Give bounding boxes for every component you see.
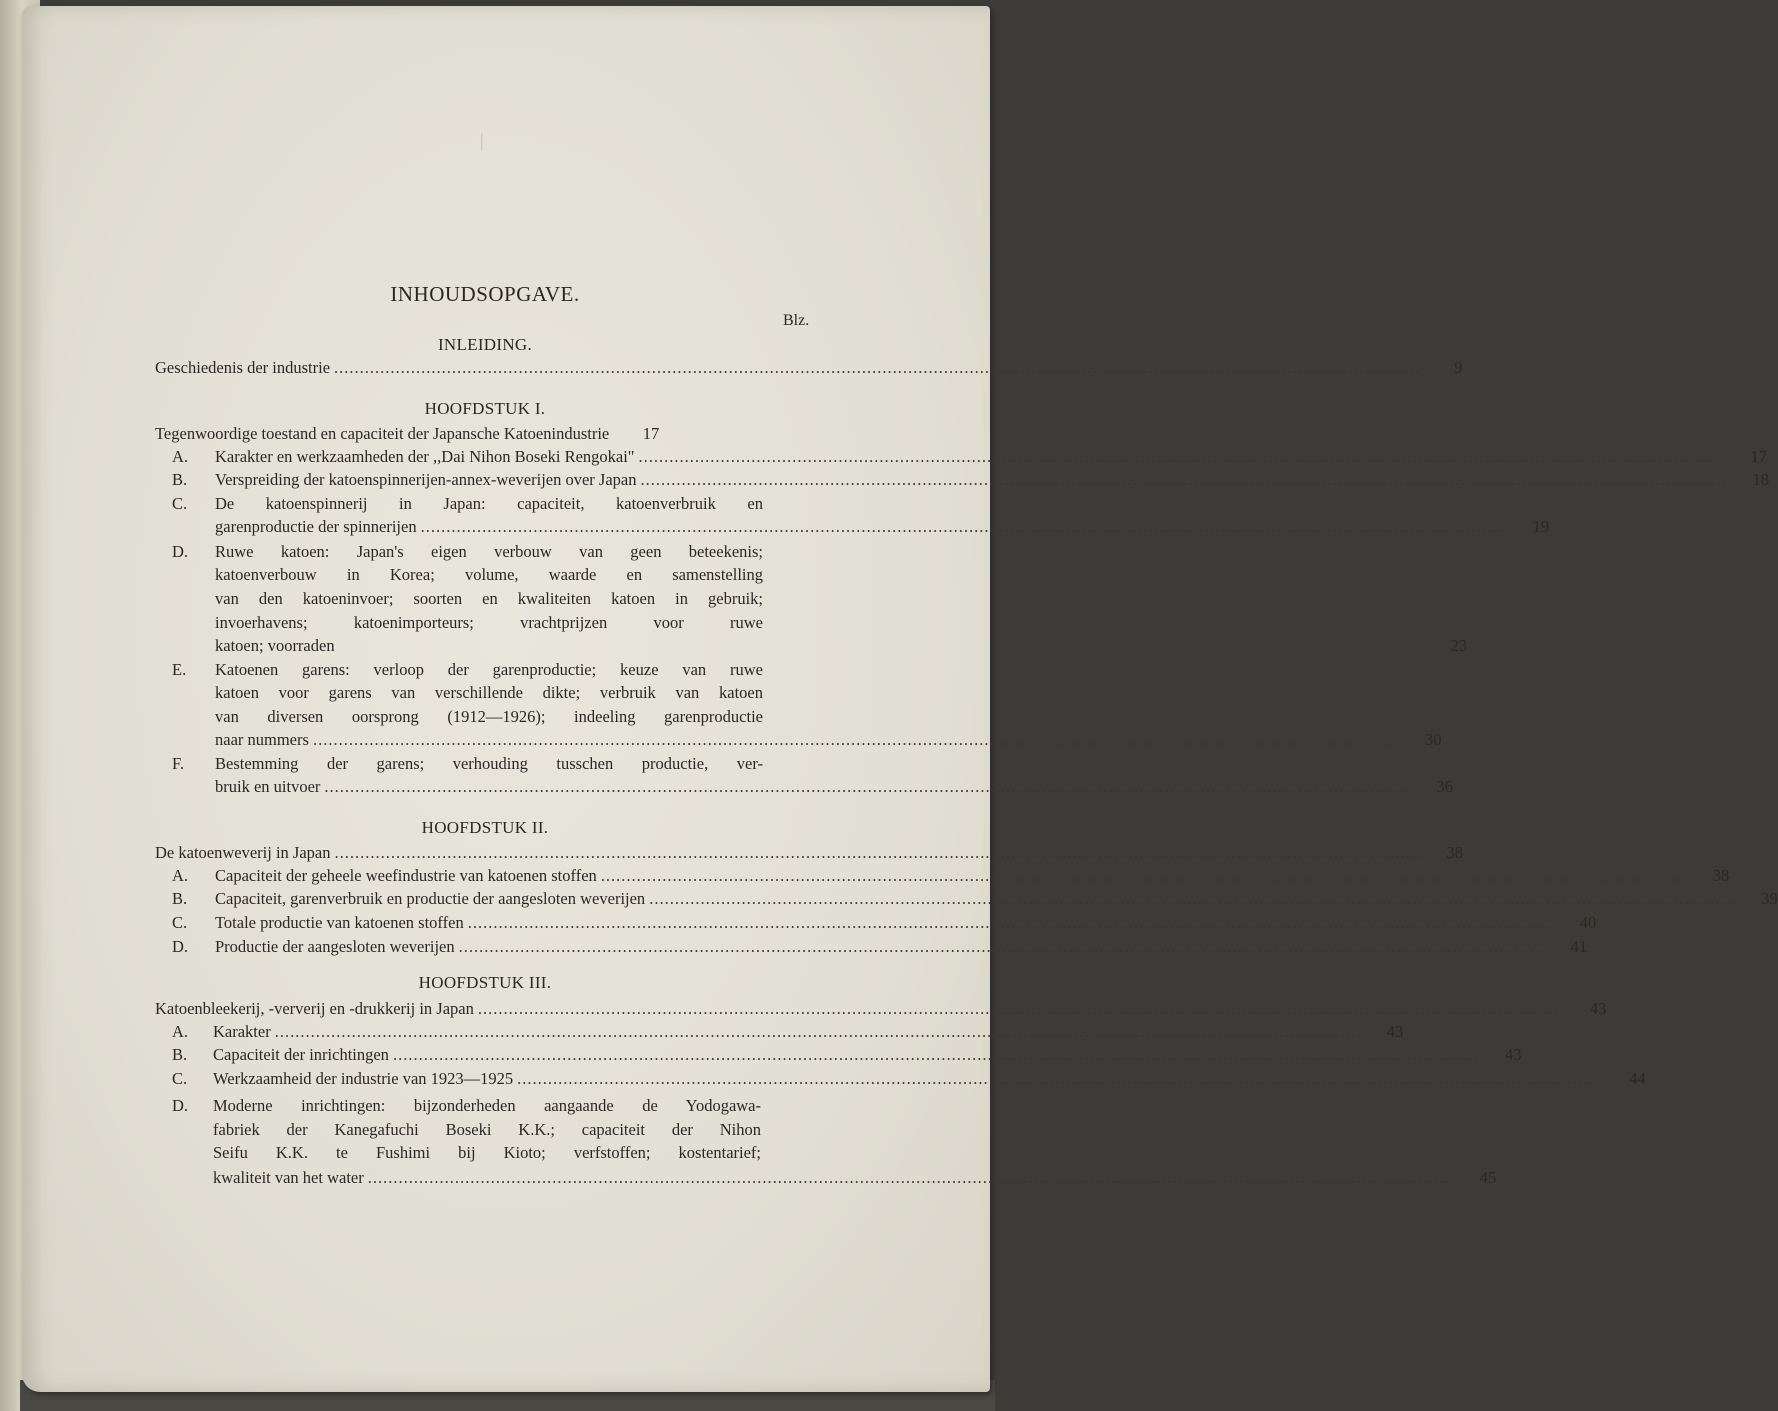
toc-subentry-line: De katoenspinnerij in Japan: capaciteit, katoenverbruik en bbox=[215, 494, 763, 513]
toc-subentry: Verspreiding der katoenspinnerijen-annex-weverijen over Japan ..... 18 bbox=[215, 469, 815, 491]
toc-subentry-line: Ruwe katoen: Japan's eigen verbouw van geen beteekenis; bbox=[215, 542, 763, 561]
page-number: 19 bbox=[1532, 517, 1550, 536]
toc-subentry: katoen; voorraden 23 bbox=[215, 636, 1468, 655]
item-letter: F. bbox=[172, 754, 184, 773]
item-letter: B. bbox=[172, 889, 188, 908]
page-number: 38 bbox=[1446, 843, 1463, 862]
toc-subentry: naar nummers ..... 30 bbox=[215, 729, 815, 751]
toc-subentry-line: fabriek der Kanegafuchi Boseki K.K.; capaciteit der Nihon bbox=[213, 1120, 761, 1139]
item-letter: D. bbox=[172, 542, 189, 561]
page-number: 40 bbox=[1579, 913, 1597, 932]
toc-subentry-line: invoerhavens; katoenimporteurs; vrachtprijzen voor ruwe bbox=[215, 613, 763, 632]
page-number: 36 bbox=[1436, 777, 1453, 796]
page-number: 44 bbox=[1629, 1069, 1646, 1088]
toc-subentry-line: van diversen oorsprong (1912—1926); indeeling garenproductie bbox=[215, 707, 763, 726]
toc-subentry: Werkzaamheid der industrie van 1923—1925 ..... 44 bbox=[213, 1068, 813, 1090]
toc-subentry-line: Moderne inrichtingen: bijzonderheden aangaande de Yodogawa- bbox=[213, 1096, 761, 1115]
item-letter: A. bbox=[172, 1022, 189, 1041]
toc-subentry-line: katoenverbouw in Korea; volume, waarde en samenstelling bbox=[215, 565, 763, 584]
toc-subentry-line: van den katoeninvoer; soorten en kwaliteiten katoen in gebruik; bbox=[215, 589, 763, 608]
page-number: 41 bbox=[1570, 937, 1588, 956]
item-letter: B. bbox=[172, 1045, 188, 1064]
section-heading-h2: HOOFDSTUK II. bbox=[421, 818, 549, 837]
section-heading-h3: HOOFDSTUK III. bbox=[418, 973, 552, 992]
item-letter: C. bbox=[172, 913, 188, 932]
page-number: 39 bbox=[1761, 889, 1778, 908]
item-letter: C. bbox=[172, 494, 188, 513]
toc-subentry: Capaciteit, garenverbruik en productie der aangesloten weverijen ..... 39 bbox=[215, 888, 815, 910]
toc-subentry-line: Bestemming der garens; verhouding tusschen productie, ver- bbox=[215, 754, 763, 773]
toc-subentry: kwaliteit van het water ..... 45 bbox=[213, 1167, 813, 1189]
page-number: 23 bbox=[1450, 636, 1468, 655]
item-letter: A. bbox=[172, 447, 189, 466]
toc-subentry-line: Seifu K.K. te Fushimi bij Kioto; verfstoffen; kostentarief; bbox=[213, 1143, 761, 1162]
section-heading-h1: HOOFDSTUK I. bbox=[424, 399, 546, 418]
page-number: 43 bbox=[1386, 1022, 1404, 1041]
toc-subentry: Productie der aangesloten weverijen ..... 41 bbox=[215, 936, 815, 958]
item-letter: E. bbox=[172, 660, 187, 679]
toc-subentry: Capaciteit der geheele weefindustrie van katoenen stoffen ..... 38 bbox=[215, 865, 815, 887]
toc-subentry-line: katoen voor garens van verschillende dikte; verbruik van katoen bbox=[215, 683, 763, 702]
page-number: 43 bbox=[1504, 1045, 1522, 1064]
page-number: 45 bbox=[1479, 1168, 1497, 1187]
page-number: 17 bbox=[642, 424, 660, 443]
page-number: 30 bbox=[1424, 730, 1442, 749]
toc-subentry-line: Katoenen garens: verloop der garenproductie; keuze van ruwe bbox=[215, 660, 763, 679]
item-letter: C. bbox=[172, 1069, 188, 1088]
page-number: 18 bbox=[1752, 470, 1769, 489]
toc-subentry: Totale productie van katoenen stoffen ..... 40 bbox=[215, 912, 815, 934]
toc-subentry: garenproductie der spinnerijen ..... 19 bbox=[215, 516, 815, 538]
toc-entry: Geschiedenis der industrie ..... 9 bbox=[155, 357, 815, 379]
section-heading-inleiding: INLEIDING. bbox=[437, 335, 533, 354]
page-number: 17 bbox=[1750, 447, 1768, 466]
page-number: 43 bbox=[1589, 999, 1607, 1018]
toc-subentry: Karakter ..... 43 bbox=[213, 1021, 813, 1043]
item-letter: D. bbox=[172, 1096, 189, 1115]
item-letter: D. bbox=[172, 937, 189, 956]
item-letter: B. bbox=[172, 470, 188, 489]
item-letter: A. bbox=[172, 866, 189, 885]
page-number: 38 bbox=[1712, 866, 1730, 885]
toc-entry: Tegenwoordige toestand en capaciteit der Japansche Katoenindustrie 17 bbox=[155, 424, 660, 443]
page-title: INHOUDSOPGAVE. bbox=[390, 282, 580, 306]
page-number: 9 bbox=[1454, 358, 1463, 377]
show-through-mark: | bbox=[480, 130, 484, 150]
page-column-label: Blz. bbox=[783, 312, 810, 329]
toc-subentry: Karakter en werkzaamheden der ,,Dai Nihon Boseki Rengokai" ..... 17 bbox=[215, 446, 815, 468]
toc-subentry: bruik en uitvoer ..... 36 bbox=[215, 776, 815, 798]
toc-entry: De katoenweverij in Japan ..... 38 bbox=[155, 842, 815, 864]
toc-subentry: Capaciteit der inrichtingen ..... 43 bbox=[213, 1044, 813, 1066]
toc-entry: Katoenbleekerij, -ververij en -drukkerij in Japan ..... 43 bbox=[155, 998, 815, 1020]
